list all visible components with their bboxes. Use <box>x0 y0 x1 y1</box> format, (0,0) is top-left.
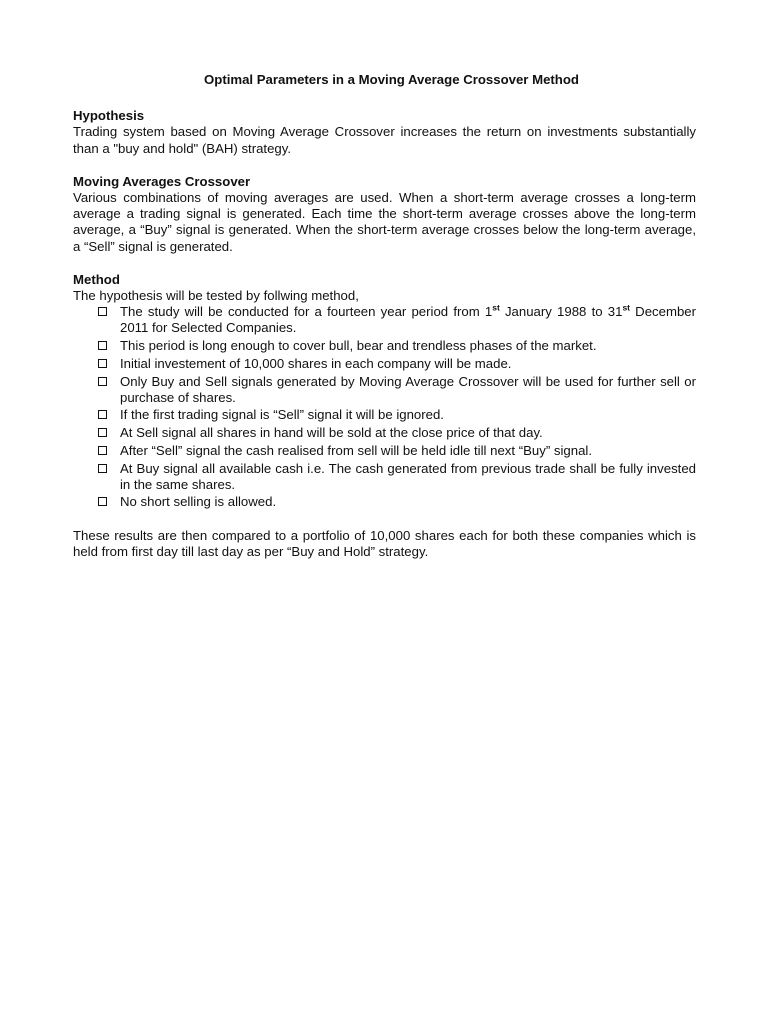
hypothesis-text: Trading system based on Moving Average Crossover increases the return on investments substantially than a "buy and hold" (BAH) strategy. <box>73 124 696 156</box>
list-item-text: Initial investement of 10,000 shares in each company will be made. <box>120 355 512 371</box>
list-item <box>98 356 696 372</box>
checkbox-icon <box>98 341 107 350</box>
checkbox-icon <box>98 410 107 419</box>
list-item <box>98 304 696 336</box>
method-checklist <box>73 304 696 510</box>
method-heading: Method <box>73 271 120 287</box>
list-item-text: If the first trading signal is “Sell” signal it will be ignored. <box>120 407 444 423</box>
list-item-text-part: The study will be conducted for a fourteen year period from 1 <box>120 304 493 320</box>
document-title: Optimal Parameters in a Moving Average Crossover Method <box>204 72 579 87</box>
method-intro: The hypothesis will be tested by follwing method, <box>73 288 359 304</box>
checkbox-icon <box>98 446 107 455</box>
checkbox-icon <box>98 497 107 506</box>
list-item <box>98 425 696 441</box>
moving-averages-heading: Moving Averages Crossover <box>73 173 251 189</box>
checkbox-icon <box>98 359 107 368</box>
list-item-text-part: January 1988 to 31 <box>499 304 623 320</box>
list-item-text: At Buy signal all available cash i.e. The cash generated from previous trade shall be fully invested in the same shares. <box>120 460 696 492</box>
document-page <box>73 72 696 577</box>
list-item <box>98 494 696 510</box>
checkbox-icon <box>98 464 107 473</box>
list-item-text-part: December 2011 for Selected Companies. <box>120 304 697 336</box>
checkbox-icon <box>98 307 107 316</box>
list-item-text: Only Buy and Sell signals generated by Moving Average Crossover will be used for further sell or purchase of shares. <box>120 373 696 405</box>
moving-averages-text: Various combinations of moving averages are used. When a short-term average crosses a long-term average a trading signal is generated. Each time the short-term average crosses above the long-term average, a “Buy” signal is generated. When the short-term average crosses below the long-term average, a “Sell” signal is generated. <box>73 190 696 254</box>
list-item <box>98 407 696 423</box>
conclusion-text: These results are then compared to a portfolio of 10,000 shares each for both these companies which is held from first day till last day as per “Buy and Hold” strategy. <box>73 527 696 559</box>
list-item-text: At Sell signal all shares in hand will be sold at the close price of that day. <box>120 425 543 441</box>
list-item <box>98 338 696 354</box>
checkbox-icon <box>98 377 107 386</box>
list-item <box>98 461 696 493</box>
checkbox-icon <box>98 428 107 437</box>
list-item-text: This period is long enough to cover bull, bear and trendless phases of the market. <box>120 338 597 354</box>
list-item <box>98 443 696 459</box>
ordinal-suffix: st <box>622 302 630 313</box>
hypothesis-heading: Hypothesis <box>73 108 145 124</box>
list-item-text: After “Sell” signal the cash realised from sell will be held idle till next “Buy” signal. <box>120 442 593 458</box>
list-item-text: No short selling is allowed. <box>120 494 277 510</box>
list-item <box>98 374 696 406</box>
ordinal-suffix: st <box>492 302 500 313</box>
